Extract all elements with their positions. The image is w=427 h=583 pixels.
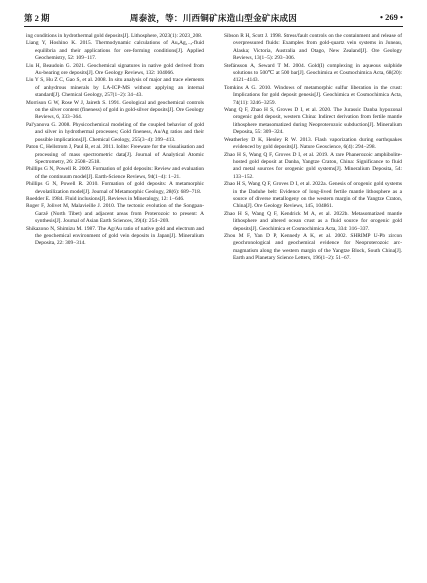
reference-column-left [26, 33, 204, 248]
reference-entry: Morrison G W, Rose W J, Jaireth S. 1991. Geological and geochemical controls on the silver content (fineness) of gold in gold-silver deposits[J]. Ore Geology Reviews, 6, 333−364. [26, 99, 204, 121]
reference-entry: Stefánsson A, Seward T M. 2004. Gold(I) complexing in aqueous sulphide solutions to 500℃ at 500 bar[J]. Geochimica et Cosmochimica Acta, 68(20): 4121−4143. [224, 62, 402, 84]
reference-column-right [224, 33, 402, 263]
reference-entry: Roedder E. 1984. Fluid inclusions[J]. Reviews in Mineralogy, 12: 1−646. [26, 195, 185, 202]
reference-entry: Liu Y S, Hu Z C, Gao S, et al. 2008. In situ analysis of major and trace elements of anhydrous minerals by LA-ICP-MS without applying an internal standard[J]. Chemical Geology, 257(1−2): 34−43. [26, 77, 204, 99]
reference-entry: Zhou M F, Yan D P, Kennedy A K, et al. 2002. SHRIMP U-Pb zircon geochronological and geochemical evidence for Neoproterozoic arc-magmatism along the western margin of the Yangtze Block, South China[J]. Earth and Planetary Science Letters, 196(1−2): 51−67. [224, 232, 402, 262]
reference-entry: Liang Y, Hoshino K. 2015. Thermodynamic calculations of AuₓAg₁₋ₓ-fluid equilibria and their applications for ore-forming conditions[J]. Applied Geochemistry, 52: 109−117. [26, 40, 204, 62]
reference-entry: Tomkins A G. 2010. Windows of metamorphic sulfur liberation in the crust: Implications for gold deposit genesis[J]. Geochimica et Cosmochimica Acta, 74(11): 3246−3259. [224, 84, 402, 106]
reference-entry: Wang Q F, Zhao H S, Groves D I, et al. 2020. The Jurassic Danba hypozonal orogenic gold deposit, western China: Indirect derivation from fertile mantle lithosphere metasomatized during Neoproterozoic subduction[J]. Mineralium Deposita, 55: 309−324. [224, 107, 402, 136]
reference-entry: Phillips G N, Powell R. 2009. Formation of gold deposits: Review and evaluation of the continuum model[J]. Earth-Science Reviews, 94(1−4): 1−21. [26, 166, 204, 180]
reference-entry: Phillips G N, Powell R. 2010. Formation of gold deposits: A metamorphic devolatilization model[J]. Journal of Metamorphic Geology, 28(6): 689−718. [26, 181, 204, 195]
reference-entry: Zhao H S, Wang Q F, Kendrick M A, et al. 2022b. Metasomatized mantle lithosphere and altered ocean crust as a fluid source for orogenic gold deposits[J]. Geochimica et Cosmochimica Acta, 334: 316−337. [224, 210, 402, 232]
reference-entry: Pal'yanova G. 2008. Physicochemical modeling of the coupled behavior of gold and silver in hydrothermal processes; Gold fineness, Au/Ag ratios and their possible implications[J]. Chemical Geology, 255(3−4): 399−413. [26, 121, 204, 143]
header-rule [24, 26, 403, 27]
reference-entry: Weatherley D K, Henley R W. 2013. Flash vaporization during earthquakes evidenced by gold deposits[J]. Nature Geoscience, 6(4): 294−298. [224, 136, 402, 151]
reference-entry: Liu H, Beaudoin G. 2021. Geochemical signatures in native gold derived from Au-bearing ore deposits[J]. Ore Geology Reviews, 132: 104066. [26, 62, 204, 77]
reference-entry: ing conditions in hydrothermal gold deposits[J]. Lithosphere, 2023(1): 2023_208. [26, 33, 203, 39]
reference-entry: Shikazono N, Shimizu M. 1987. The Ag/Au ratio of native gold and electrum and the geochemical environment of gold vein deposits in Japan[J]. Mineralium Deposita, 22: 309−314. [26, 225, 204, 247]
reference-entry: Zhao H S, Wang Q F, Groves D I, et al. 2022a. Genesis of orogenic gold systems in the Daduhe belt: Evidence of long-lived fertile mantle lithosphere as a source of diverse metallogeny on the western margin of the Yangtze Craton, China[J]. Ore Geology Reviews, 145, 104861. [224, 181, 402, 210]
reference-entry: Roger F, Jolivet M, Malavieille J. 2010. The tectonic evolution of the Songpan-Garzê (North Tibet) and adjacent areas from Proterozoic to present: A synthesis[J]. Journal of Asian Earth Sciences, 39(4): 254−269. [26, 203, 204, 225]
running-title: 周泰波，等：川西铜矿床造山型金矿床成因 [129, 13, 298, 23]
page-number: • 269 • [380, 12, 403, 22]
reference-entry: Sibson R H, Scott J. 1998. Stress/fault controls on the containment and release of overpressured fluids: Examples from gold-quartz vein systems in Juneau, Alaska; Victoria, Australia and Otago, New Zealand[J]. Ore Geology Reviews, 13(1−5): 293−306. [224, 33, 402, 62]
running-header [24, 10, 403, 24]
issue-number: 第 2 期 [24, 13, 50, 23]
reference-entry: Zhao H S, Wang Q F, Groves D I, et al. 2019. A rare Phanerozoic amphibolite-hosted gold deposit at Danba, Yangtze Craton, China: Significance to fluid and metal sources for orogenic gold systems[J]. Mineralium Deposita, 54: 133−152. [224, 151, 402, 180]
reference-entry: Paton C, Hellstrom J, Paul B, et al. 2011. Iolite: Freeware for the visualisation and processing of mass spectrometric data[J]. Journal of Analytical Atomic Spectrometry, 26: 2508−2518. [26, 144, 204, 165]
